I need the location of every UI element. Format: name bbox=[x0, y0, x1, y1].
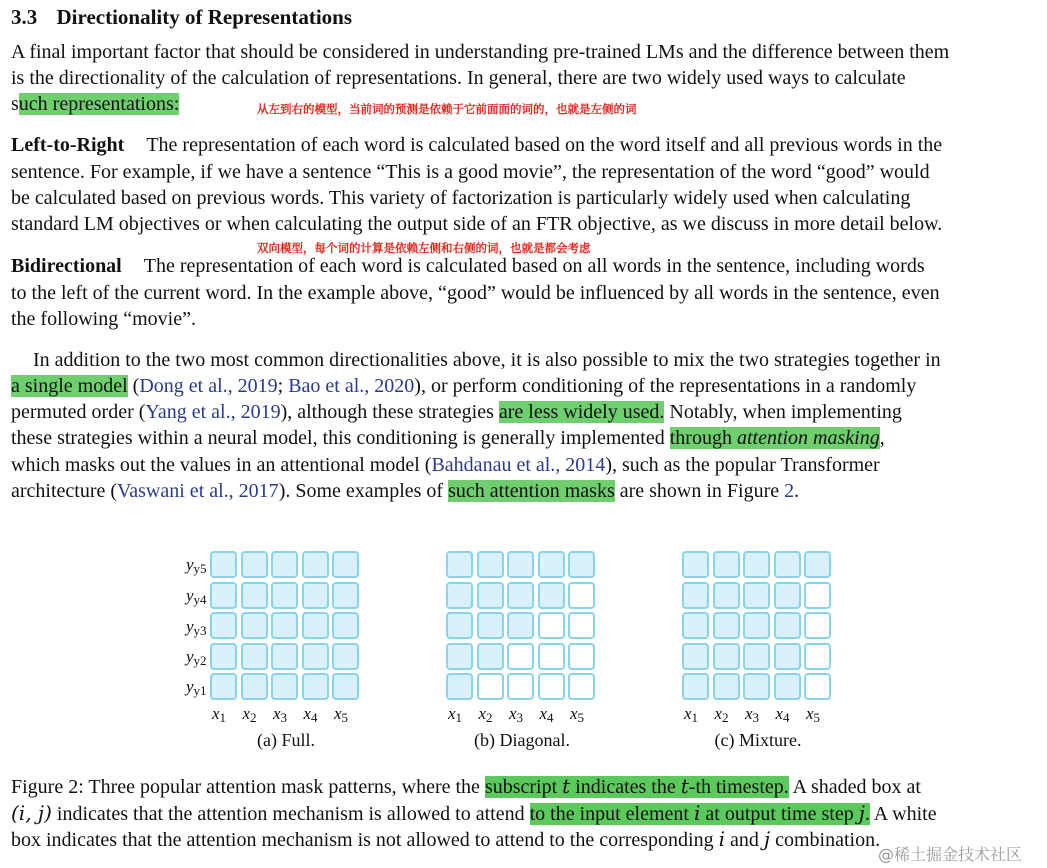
mask-cell-shaded bbox=[446, 582, 473, 609]
mask-cell-shaded bbox=[477, 582, 504, 609]
p4-line-5: which masks out the values in an attentional model (Bahdanau et al., 2014), such as the popular Transformer bbox=[11, 454, 880, 476]
x-label: $x_4$ bbox=[539, 704, 554, 725]
mask-cell-shaded bbox=[210, 643, 237, 670]
section-number: 3.3 bbox=[11, 5, 38, 29]
mask-cell-shaded bbox=[241, 551, 268, 578]
mask-cell-white bbox=[568, 643, 595, 670]
mask-cell-shaded bbox=[682, 643, 709, 670]
mask-cell-shaded bbox=[446, 643, 473, 670]
x-labels bbox=[446, 704, 598, 726]
mask-cell-shaded bbox=[241, 612, 268, 639]
mask-cell-shaded bbox=[446, 612, 473, 639]
highlight: to the input element i at output time step j. bbox=[529, 801, 870, 825]
mask-cell-shaded bbox=[743, 582, 770, 609]
mask-cell-shaded bbox=[332, 673, 359, 700]
mask-cell-shaded bbox=[271, 551, 298, 578]
mask-cell-white bbox=[477, 673, 504, 700]
mask-cell-white bbox=[507, 643, 534, 670]
mask-cell-shaded bbox=[682, 612, 709, 639]
mask-cell-shaded bbox=[332, 643, 359, 670]
mask-cell-shaded bbox=[538, 582, 565, 609]
ltr-line-4: standard LM objectives or when calculating the output side of an FTR objective, as we discuss in more detail below. bbox=[11, 213, 943, 235]
mask-cell-shaded bbox=[713, 551, 740, 578]
p4-line-3: permuted order (Yang et al., 2019), although these strategies are less widely used. Notably, when implementing bbox=[11, 401, 902, 423]
y-label: $y_{y3}$ bbox=[186, 617, 207, 638]
y-label: $y_{y5}$ bbox=[186, 555, 207, 576]
mask-cell-shaded bbox=[332, 551, 359, 578]
mask-cell-shaded bbox=[774, 551, 801, 578]
mask-cell-shaded bbox=[713, 643, 740, 670]
panel-caption: (b) Diagonal. bbox=[474, 730, 570, 750]
panel-caption: (c) Mixture. bbox=[714, 730, 802, 750]
p1-line-3: such representations: bbox=[11, 93, 180, 115]
x-label: $x_5$ bbox=[570, 704, 585, 725]
mask-cell-shaded bbox=[774, 612, 801, 639]
p1-line-2: is the directionality of the calculation of representations. In general, there are two widely used ways to calculate bbox=[11, 67, 906, 89]
mask-cell-white bbox=[804, 612, 831, 639]
y-label: $y_{y1}$ bbox=[186, 677, 207, 698]
citation-link[interactable]: Bahdanau et al., 2014 bbox=[431, 454, 606, 476]
citation-link[interactable]: Bao et al., 2020 bbox=[288, 375, 415, 397]
citation-link[interactable]: Dong et al., 2019 bbox=[139, 375, 278, 397]
highlight: subscript t indicates the t-th timestep. bbox=[484, 774, 789, 798]
mask-cell-shaded bbox=[241, 643, 268, 670]
mask-cell-shaded bbox=[271, 673, 298, 700]
mask-grid-mixture bbox=[682, 551, 834, 703]
mask-cell-shaded bbox=[271, 643, 298, 670]
section-title: Directionality of Representations bbox=[56, 5, 353, 29]
mask-cell-shaded bbox=[743, 673, 770, 700]
x-label: $x_5$ bbox=[334, 704, 349, 725]
mask-grid-diagonal bbox=[446, 551, 598, 703]
caption-line-2: (i, j) indicates that the attention mechanism is allowed to attend to the input element i at output time step j. A white bbox=[11, 801, 937, 825]
mask-cell-shaded bbox=[804, 551, 831, 578]
x-label: $x_4$ bbox=[775, 704, 790, 725]
p4-line-1: In addition to the two most common directionalities above, it is also possible to mix the two strategies together in bbox=[33, 349, 941, 371]
mask-cell-shaded bbox=[241, 673, 268, 700]
mask-cell-shaded bbox=[507, 612, 534, 639]
citation-link[interactable]: Yang et al., 2019 bbox=[145, 401, 281, 423]
bi-line-3: the following “movie”. bbox=[11, 308, 196, 330]
mask-cell-shaded bbox=[774, 673, 801, 700]
mask-cell-shaded bbox=[477, 612, 504, 639]
x-label: $x_3$ bbox=[509, 704, 524, 725]
annotation-bi: 双向模型，每个词的计算是依赖左侧和右侧的词，也就是都会考虑 bbox=[257, 241, 591, 255]
x-label: $x_1$ bbox=[212, 704, 227, 725]
figure-ref-link[interactable]: 2 bbox=[784, 480, 795, 502]
mask-cell-shaded bbox=[210, 551, 237, 578]
mask-cell-white bbox=[568, 612, 595, 639]
mask-cell-shaded bbox=[302, 643, 329, 670]
x-label: $x_4$ bbox=[303, 704, 318, 725]
caption-line-1: Figure 2: Three popular attention mask patterns, where the subscript t indicates the t-th timestep. A shaded box at bbox=[11, 774, 921, 798]
ltr-line-2: sentence. For example, if we have a sentence “This is a good movie”, the representation of the word “good” would bbox=[11, 161, 930, 183]
mask-cell-shaded bbox=[713, 673, 740, 700]
mask-cell-shaded bbox=[713, 612, 740, 639]
x-label: $x_2$ bbox=[714, 704, 729, 725]
mask-cell-shaded bbox=[241, 582, 268, 609]
bi-heading: Bidirectional bbox=[11, 255, 122, 277]
mask-cell-shaded bbox=[682, 673, 709, 700]
mask-cell-white bbox=[538, 673, 565, 700]
mask-cell-shaded bbox=[568, 551, 595, 578]
mask-cell-shaded bbox=[302, 612, 329, 639]
mask-cell-shaded bbox=[210, 673, 237, 700]
mask-cell-white bbox=[804, 643, 831, 670]
watermark: @稀土掘金技术社区 bbox=[878, 845, 1023, 864]
ltr-line-3: be calculated based on previous words. This variety of factorization is particularly widely used when calculating bbox=[11, 187, 911, 209]
mask-cell-shaded bbox=[446, 551, 473, 578]
mask-cell-white bbox=[568, 673, 595, 700]
mask-cell-shaded bbox=[477, 643, 504, 670]
mask-cell-shaded bbox=[507, 551, 534, 578]
x-label: $x_1$ bbox=[684, 704, 699, 725]
caption-line-3: box indicates that the attention mechanism is not allowed to attend to the corresponding i and j combination. bbox=[11, 827, 881, 851]
mask-cell-white bbox=[804, 673, 831, 700]
mask-cell-white bbox=[804, 582, 831, 609]
panel-caption: (a) Full. bbox=[257, 730, 315, 750]
ltr-line-1: Left-to-Right The representation of each word is calculated based on the word itself and all previous words in the bbox=[11, 134, 943, 156]
mask-cell-white bbox=[538, 612, 565, 639]
mask-cell-shaded bbox=[302, 582, 329, 609]
p1-line-1: A final important factor that should be considered in understanding pre-trained LMs and the difference between them bbox=[11, 41, 950, 63]
ltr-heading: Left-to-Right bbox=[11, 134, 125, 156]
x-label: $x_2$ bbox=[242, 704, 257, 725]
x-labels bbox=[210, 704, 362, 726]
mask-cell-shaded bbox=[332, 612, 359, 639]
mask-cell-shaded bbox=[302, 673, 329, 700]
highlight: are less widely used. bbox=[498, 401, 665, 423]
highlight: through attention masking bbox=[669, 427, 880, 449]
p4-line-2: a single model (Dong et al., 2019; Bao et al., 2020), or perform conditioning of the representations in a randomly bbox=[11, 375, 917, 397]
mask-cell-shaded bbox=[210, 612, 237, 639]
citation-link[interactable]: Vaswani et al., 2017 bbox=[117, 480, 279, 502]
p4-line-6: architecture (Vaswani et al., 2017). Some examples of such attention masks are shown in Figure 2. bbox=[11, 480, 800, 502]
mask-cell-shaded bbox=[271, 612, 298, 639]
mask-cell-shaded bbox=[302, 551, 329, 578]
x-label: $x_1$ bbox=[448, 704, 463, 725]
mask-grid-full bbox=[210, 551, 362, 703]
x-label: $x_3$ bbox=[273, 704, 288, 725]
mask-cell-shaded bbox=[743, 643, 770, 670]
mask-cell-shaded bbox=[507, 582, 534, 609]
mask-cell-shaded bbox=[682, 582, 709, 609]
p4-line-4: these strategies within a neural model, this conditioning is generally implemented through attention masking, bbox=[11, 427, 885, 449]
mask-cell-white bbox=[538, 643, 565, 670]
mask-cell-white bbox=[507, 673, 534, 700]
x-label: $x_2$ bbox=[478, 704, 493, 725]
annotation-ltr: 从左到右的模型，当前词的预测是依赖于它前面面的词的，也就是左侧的词 bbox=[257, 102, 637, 116]
section-heading bbox=[11, 5, 352, 30]
x-labels bbox=[682, 704, 834, 726]
highlight: such attention masks bbox=[448, 480, 615, 502]
x-label: $x_3$ bbox=[745, 704, 760, 725]
highlight: a single model bbox=[11, 375, 128, 397]
bi-line-2: to the left of the current word. In the example above, “good” would be influenced by all words in the sentence, even bbox=[11, 282, 940, 304]
mask-cell-shaded bbox=[538, 551, 565, 578]
mask-cell-shaded bbox=[713, 582, 740, 609]
x-label: $x_5$ bbox=[806, 704, 821, 725]
highlight: uch representations: bbox=[18, 93, 180, 115]
mask-cell-white bbox=[568, 582, 595, 609]
mask-cell-shaded bbox=[477, 551, 504, 578]
bi-line-1: Bidirectional The representation of each word is calculated based on all words in the sentence, including words bbox=[11, 255, 925, 277]
y-label: $y_{y2}$ bbox=[186, 647, 207, 668]
mask-cell-shaded bbox=[446, 673, 473, 700]
mask-cell-shaded bbox=[774, 582, 801, 609]
y-label: $y_{y4}$ bbox=[186, 586, 207, 607]
mask-cell-shaded bbox=[332, 582, 359, 609]
mask-cell-shaded bbox=[774, 643, 801, 670]
mask-cell-shaded bbox=[743, 551, 770, 578]
mask-cell-shaded bbox=[271, 582, 298, 609]
mask-cell-shaded bbox=[682, 551, 709, 578]
mask-cell-shaded bbox=[743, 612, 770, 639]
mask-cell-shaded bbox=[210, 582, 237, 609]
